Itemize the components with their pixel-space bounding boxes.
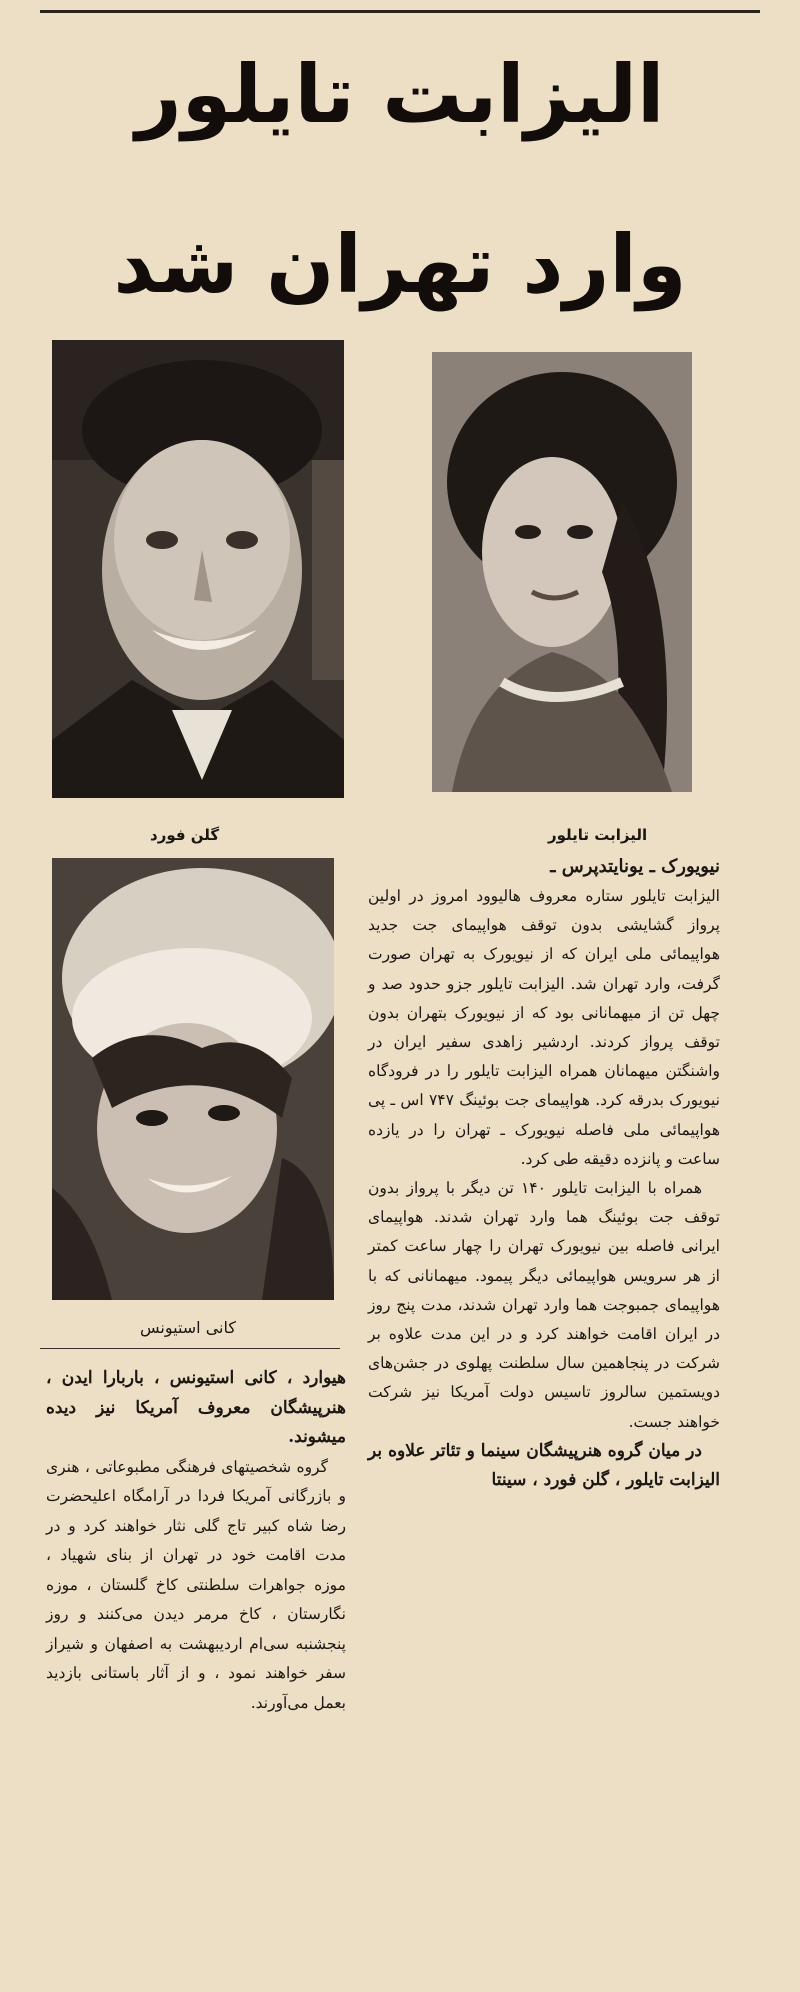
- photo-elizabeth-taylor: [432, 352, 692, 792]
- paragraph-4: هیوارد ، کانی استیونس ، باربارا ایدن ، هنرپیشگان معروف آمریکا نیز دیده میشوند.: [46, 1368, 346, 1447]
- caption-connie-stevens: کانی استیونس: [140, 1318, 236, 1337]
- caption-glenn-ford: گلن فورد: [150, 826, 220, 844]
- paragraph-5: گروه شخصیتهای فرهنگی مطبوعاتی ، هنری و بازرگانی آمریکا فردا در آرامگاه اعلیحضرت رضا شاه کبیر تاج گلی نثار خواهند کرد و در مدت اقامت خود در تهران از بنای شهیاد ، موزه جواهرات سلطنتی کاخ گلستان ، موزه نگارستان ، کاخ مرمر دیدن می‌کنند و روز پنجشنبه سی‌ام اردیبهشت به اصفهان و شیراز سفر خواهند نمود ، و از آثار باستانی بازدید بعمل می‌آورند.: [46, 1457, 346, 1712]
- photo-connie-stevens: [52, 858, 334, 1300]
- article-column-right: [368, 852, 720, 1495]
- paragraph-2: همراه با الیزابت تایلور ۱۴۰ تن دیگر با پرواز بدون توقف جت بوئینگ هما وارد تهران شدند. هواپیمای ایرانی فاصله بین نیویورک تهران را چهار ساعت کمتر از هر سرویس هواپیمائی دیگر پیمود. میهمانانی که با هواپیمای جمبوجت هما وارد تهران شدند، مدت پنج روز در ایران اقامت خواهند کرد و در این مدت علاوه بر شرکت در پنجاهمین سال سلطنت پهلوی در جشن‌های دویستمین سالروز تاسیس دولت آمریکا نیز شرکت خواهند جست.: [368, 1179, 720, 1431]
- article-column-left: [46, 1364, 346, 1718]
- top-rule: [40, 10, 760, 13]
- dateline: نیویورک ـ یونایتدپرس ـ: [550, 856, 720, 877]
- paragraph-1: الیزابت تایلور ستاره معروف هالیوود امروز در اولین پرواز گشایشی بدون توقف هواپیمای جت جدید هواپیمائی ملی ایران که از نیویورک به تهران صورت گرفت، وارد تهران شد. الیزابت تایلور جزو حدود صد و چهل تن از میهمانانی بود که از نیویورک بتهران بدون توقف پرواز کردند. اردشیر زاهدی سفیر ایران در واشنگتن میهمانان همراه الیزابت تایلور را در فرودگاه نیویورک بدرقه کرد. هواپیمای جت بوئینگ ۷۴۷ اس ـ پی هواپیمائی ملی فاصله نیویورک ـ تهران را در یازده ساعت و پانزده دقیقه طی کرد.: [368, 887, 720, 1168]
- paragraph-3: در میان گروه هنرپیشگان سینما و تئاتر علاوه بر الیزابت تایلور ، گلن فورد ، سینتا: [368, 1440, 720, 1491]
- headline-line-2: وارد تهران شد: [113, 218, 687, 311]
- caption-elizabeth-taylor: الیزابت تایلور: [548, 826, 648, 844]
- headline-line-1: الیزابت تایلور: [135, 48, 665, 141]
- photo-glenn-ford: [52, 340, 344, 798]
- caption-divider: [40, 1348, 340, 1349]
